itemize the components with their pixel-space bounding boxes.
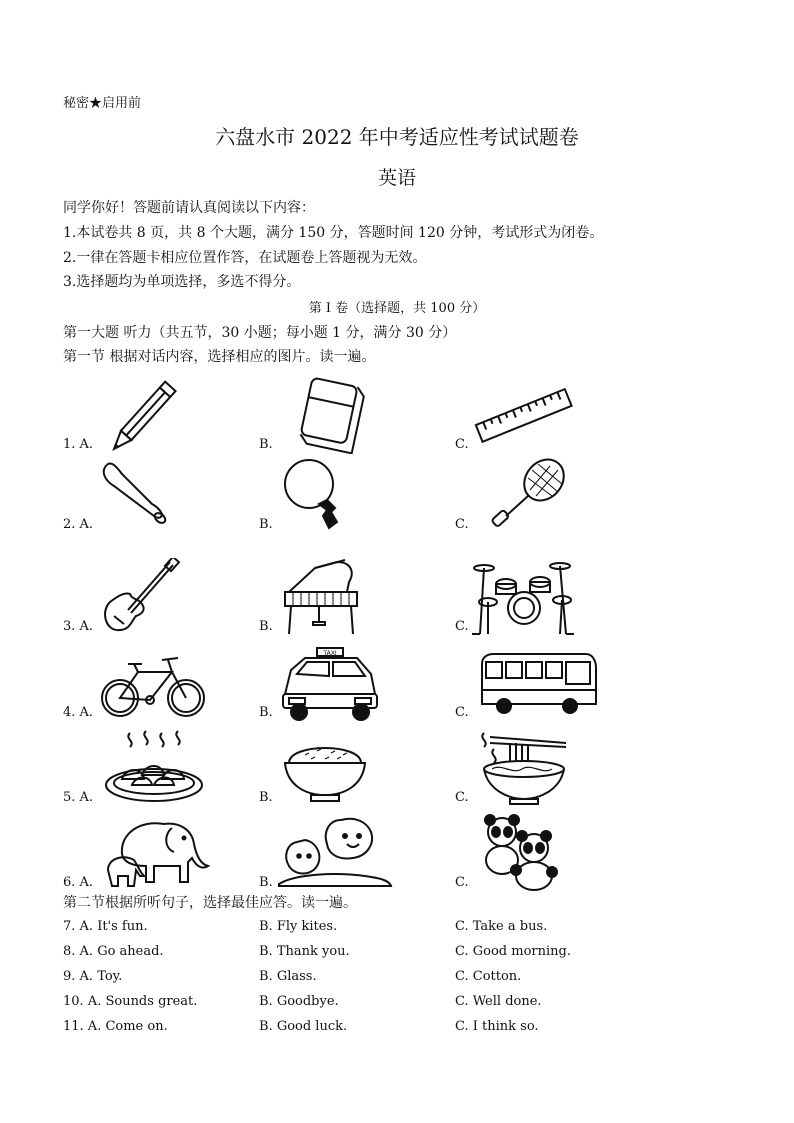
option-c-label: C. xyxy=(455,875,469,890)
eraser-icon[interactable] xyxy=(275,376,385,454)
pencil-icon[interactable] xyxy=(90,376,200,454)
option-c: C. Well done. xyxy=(455,994,542,1009)
listening-section-title: 第一大题 听力（共五节，30 小题；每小题 1 分，满分 30 分） xyxy=(63,325,457,341)
option-a: 7. A. It's fun. xyxy=(63,919,148,934)
pandas-icon[interactable] xyxy=(476,814,566,892)
option-a-label: 6. A. xyxy=(63,875,94,890)
picture-question-3 xyxy=(0,556,794,636)
option-c: C. I think so. xyxy=(455,1019,539,1034)
rice-bowl-icon[interactable] xyxy=(275,729,385,807)
confidential-mark: 秘密★启用前 xyxy=(63,96,142,111)
exam-title: 六盘水市 2022 年中考适应性考试试题卷 xyxy=(215,125,579,149)
picture-question-4 xyxy=(0,642,794,722)
option-b: B. Good luck. xyxy=(259,1019,348,1034)
notice-item-1: 1.本试卷共 8 页，共 8 个大题，满分 150 分，答题时间 120 分钟，考试形式为闭卷。 xyxy=(63,225,604,241)
option-a-label: 1. A. xyxy=(63,437,94,452)
lions-icon[interactable] xyxy=(275,814,395,892)
drum-set-icon[interactable] xyxy=(470,558,580,636)
part-one-title: 第 I 卷（选择题，共 100 分） xyxy=(308,301,486,316)
ruler-icon[interactable] xyxy=(470,376,580,454)
picture-question-6 xyxy=(0,810,794,892)
section2-instruction: 第二节根据所听句子，选择最佳应答。读一遍。 xyxy=(63,895,357,911)
notice-item-2: 2.一律在答题卡相应位置作答，在试题卷上答题视为无效。 xyxy=(63,250,427,266)
piano-icon[interactable] xyxy=(275,558,385,636)
option-a-label: 4. A. xyxy=(63,705,94,720)
option-c-label: C. xyxy=(455,437,469,452)
option-c-label: C. xyxy=(455,705,469,720)
option-b-label: B. xyxy=(259,517,273,532)
option-b-label: B. xyxy=(259,437,273,452)
option-a-label: 5. A. xyxy=(63,790,94,805)
bus-icon[interactable] xyxy=(478,644,598,722)
notice-item-3: 3.选择题均为单项选择，多选不得分。 xyxy=(63,274,301,290)
option-c: C. Take a bus. xyxy=(455,919,548,934)
option-a: 8. A. Go ahead. xyxy=(63,944,164,959)
tennis-racket-icon[interactable] xyxy=(470,456,580,534)
section1-instruction: 第一节 根据对话内容，选择相应的图片。读一遍。 xyxy=(63,349,376,365)
picture-question-5 xyxy=(0,727,794,807)
option-a: 11. A. Come on. xyxy=(63,1019,168,1034)
picture-question-2 xyxy=(0,454,794,534)
option-a: 10. A. Sounds great. xyxy=(63,994,198,1009)
guitar-icon[interactable] xyxy=(90,558,200,636)
baseball-bat-icon[interactable] xyxy=(90,456,200,534)
option-b-label: B. xyxy=(259,790,273,805)
noodles-icon[interactable] xyxy=(470,729,580,807)
option-c-label: C. xyxy=(455,517,469,532)
option-a-label: 2. A. xyxy=(63,517,94,532)
option-b: B. Fly kites. xyxy=(259,919,338,934)
option-b: B. Goodbye. xyxy=(259,994,339,1009)
picture-question-1 xyxy=(0,374,794,454)
option-b: B. Glass. xyxy=(259,969,317,984)
option-c: C. Good morning. xyxy=(455,944,571,959)
option-c-label: C. xyxy=(455,790,469,805)
option-a: 9. A. Toy. xyxy=(63,969,123,984)
notice-intro: 同学你好！答题前请认真阅读以下内容： xyxy=(63,200,315,216)
option-b: B. Thank you. xyxy=(259,944,350,959)
subject-title: 英语 xyxy=(377,167,416,189)
option-c-label: C. xyxy=(455,619,469,634)
option-b-label: B. xyxy=(259,875,273,890)
option-c: C. Cotton. xyxy=(455,969,522,984)
ping-pong-paddle-icon[interactable] xyxy=(275,456,385,534)
option-b-label: B. xyxy=(259,705,273,720)
elephants-icon[interactable] xyxy=(102,814,212,892)
taxi-sign-text: TAXI xyxy=(323,650,337,657)
option-a-label: 3. A. xyxy=(63,619,94,634)
bicycle-icon[interactable] xyxy=(98,644,208,722)
option-b-label: B. xyxy=(259,619,273,634)
dumplings-icon[interactable] xyxy=(102,729,212,807)
taxi-icon[interactable] xyxy=(275,644,385,722)
